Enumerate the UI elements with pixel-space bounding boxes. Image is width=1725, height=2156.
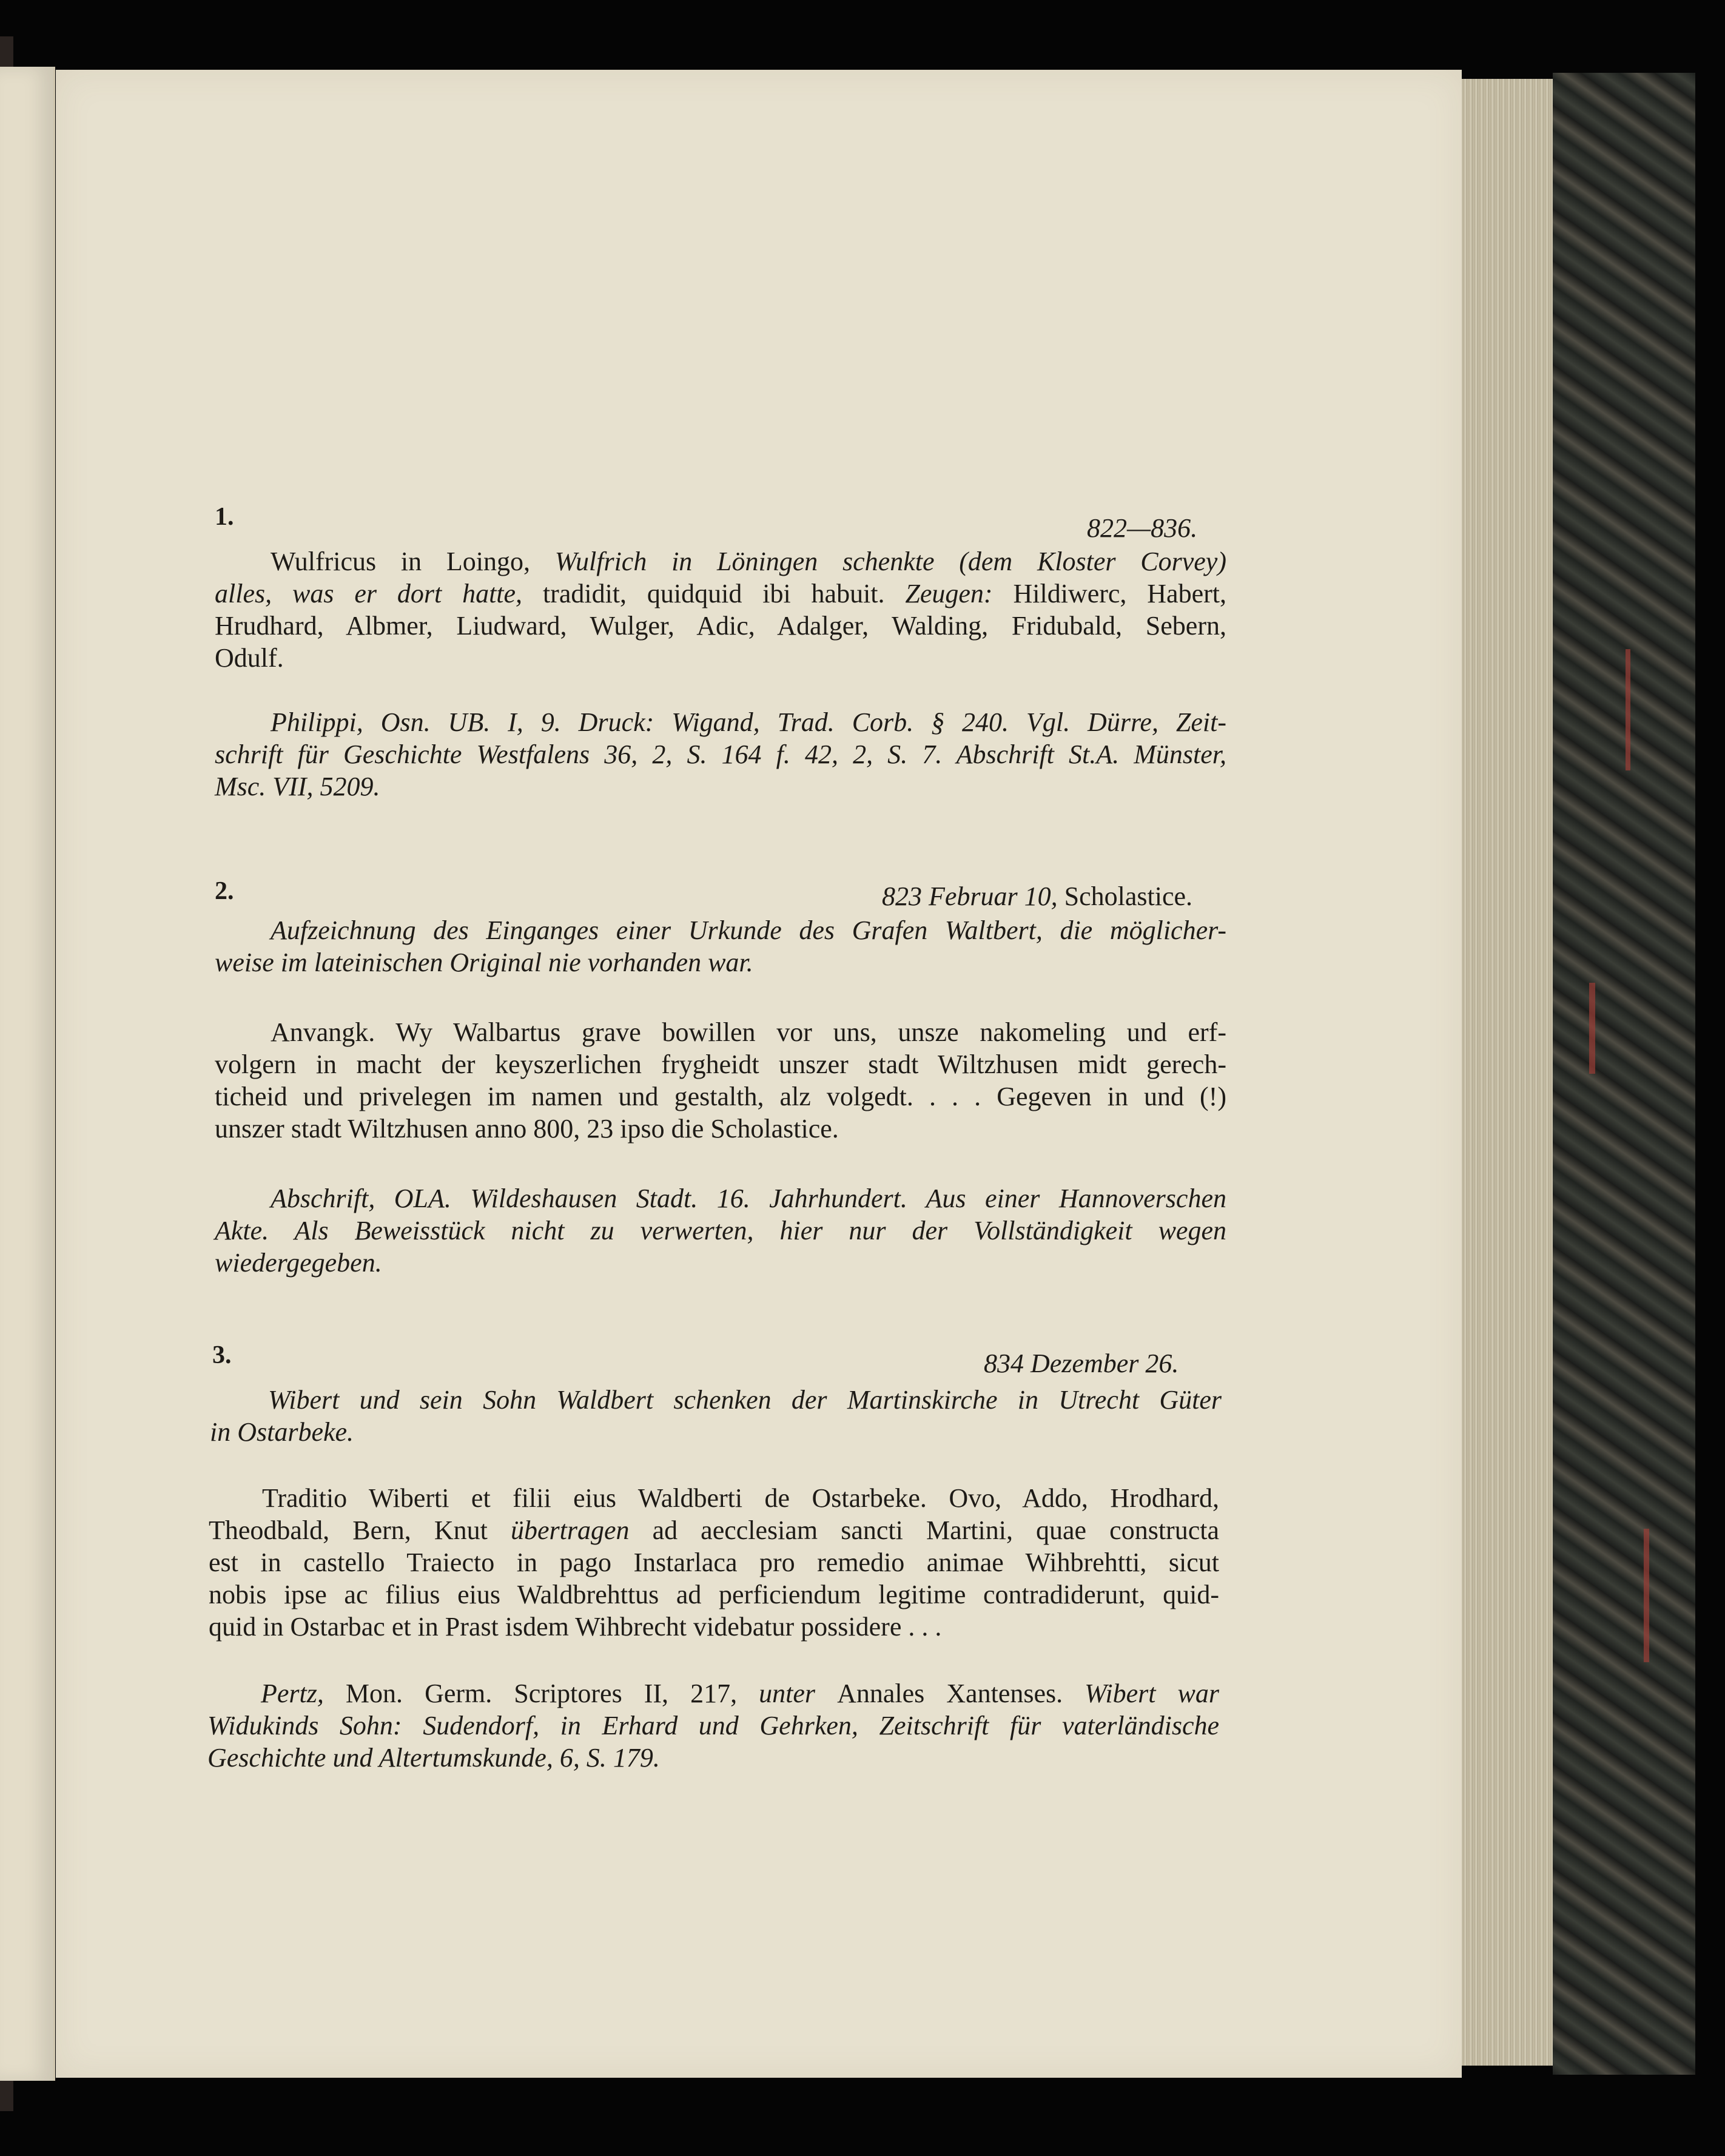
entry-2-source-line: Abschrift, OLA. Wildeshausen Stadt. 16. Jahrhundert. Aus einer Hannoverschen	[271, 1184, 1226, 1213]
entry-3-text-line: nobis ipse ac filius eius Waldbrehttus ad perficiendum legitime contradiderunt, quid-	[209, 1580, 1219, 1609]
entry-3-text-line: Traditio Wiberti et filii eius Waldberti de Ostarbeke. Ovo, Addo, Hrodhard,	[262, 1483, 1219, 1513]
entry-3-text-line: Theodbald, Bern, Knut übertragen ad aecclesiam sancti Martini, quae constructa	[209, 1515, 1219, 1545]
entry-3-summary-line: in Ostarbeke.	[210, 1417, 354, 1447]
entry-2-text-line: ticheid und privelegen im namen und gestalth, alz volgedt. . . . Gegeven in und (!)	[215, 1082, 1226, 1111]
entry-2-summary-line: Aufzeichnung des Einganges einer Urkunde des Grafen Waltbert, die möglicher-	[271, 915, 1226, 945]
entry-1-witness-line: Odulf.	[215, 643, 284, 673]
previous-page-edge	[0, 67, 55, 2081]
entry-2-text-line: unszer stadt Wiltzhusen anno 800, 23 ipso die Scholastice.	[215, 1114, 839, 1144]
entry-3-text-line: est in castello Traiecto in pago Instarlaca pro remedio animae Wihbrehtti, sicut	[209, 1548, 1219, 1577]
entry-3-source-line: Widukinds Sohn: Sudendorf, in Erhard und Gehrken, Zeitschrift für vaterländische	[207, 1711, 1219, 1740]
entry-2-number: 2.	[215, 877, 234, 905]
entry-2-text-line: volgern in macht der keyszerlichen frygheidt unszer stadt Wiltzhusen midt gerech-	[215, 1049, 1226, 1079]
cover-marbling	[1589, 983, 1595, 1074]
entry-2-date: 823 Februar 10, Scholastice.	[882, 881, 1193, 911]
entry-3-summary-line: Wibert und sein Sohn Waldbert schenken der Martinskirche in Utrecht Güter	[268, 1385, 1222, 1415]
marbled-cover	[1553, 73, 1695, 2075]
entry-3-date: 834 Dezember 26.	[984, 1349, 1179, 1378]
cover-marbling	[1644, 1529, 1649, 1662]
entry-2-summary-line: weise im lateinischen Original nie vorhanden war.	[215, 948, 753, 977]
entry-1-summary-line: alles, was er dort hatte, tradidit, quidquid ibi habuit. Zeugen: Hildiwerc, Habert,	[215, 579, 1226, 608]
entry-1-number: 1.	[215, 503, 234, 531]
page-edges	[1462, 79, 1553, 2066]
entry-3-source-line: Pertz, Mon. Germ. Scriptores II, 217, unter Annales Xantenses. Wibert war	[261, 1679, 1219, 1708]
entry-2-text-line: Anvangk. Wy Walbartus grave bowillen vor uns, unsze nakomeling und erf-	[271, 1017, 1226, 1047]
entry-1-source-line: schrift für Geschichte Westfalens 36, 2, S. 164 f. 42, 2, S. 7. Abschrift St.A. Münster,	[215, 739, 1226, 769]
entry-1-source-line: Philippi, Osn. UB. I, 9. Druck: Wigand, Trad. Corb. § 240. Vgl. Dürre, Zeit-	[271, 707, 1226, 737]
cover-marbling	[1626, 649, 1630, 770]
entry-1-summary-line: Wulfricus in Loingo, Wulfrich in Löningen schenkte (dem Kloster Corvey)	[271, 547, 1226, 576]
entry-1-source-line: Msc. VII, 5209.	[215, 772, 380, 801]
entry-1-witness-line: Hrudhard, Albmer, Liudward, Wulger, Adic, Adalger, Walding, Fridubald, Sebern,	[215, 611, 1226, 641]
entry-3-number: 3.	[212, 1341, 232, 1369]
entry-2-source-line: Akte. Als Beweisstück nicht zu verwerten, hier nur der Vollständigkeit wegen	[215, 1216, 1226, 1245]
entry-3-text-line: quid in Ostarbac et in Prast isdem Wihbrecht videbatur possidere . . .	[209, 1612, 942, 1642]
entry-2-source-line: wiedergegeben.	[215, 1248, 382, 1278]
entry-1-date: 822—836.	[1087, 513, 1198, 543]
entry-3-source-line: Geschichte und Altertumskunde, 6, S. 179.	[207, 1743, 660, 1773]
